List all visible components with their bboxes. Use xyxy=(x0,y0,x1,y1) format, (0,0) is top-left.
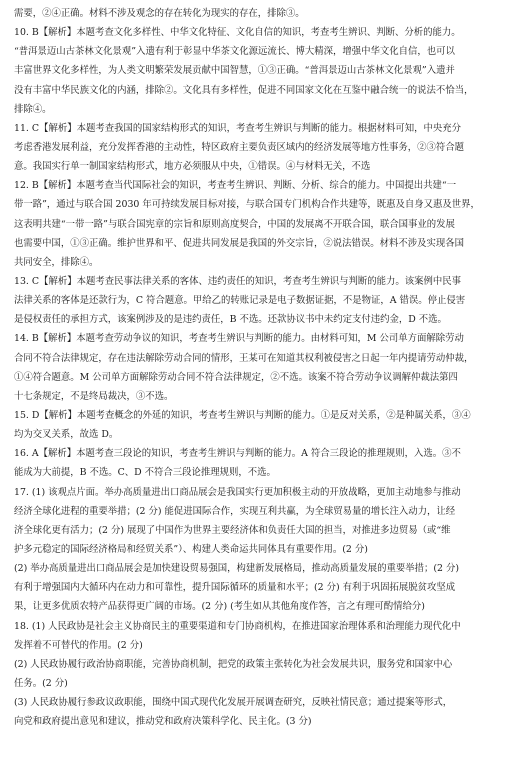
text-line: 果，让更多优质农特产品获得更广阔的市场。(2 分) (考生如从其他角度作答，言之有理可酌情给分) xyxy=(14,601,425,613)
answer-paragraph-q16 xyxy=(14,444,512,482)
text-line: 共同安全，排除④。 xyxy=(14,256,99,268)
text-line: 是侵权责任的承担方式，该案例涉及的是违约责任，B 不选。还款协议书中未约定支付违约金，D 不选。 xyxy=(14,314,447,326)
text-line: 济全球化更有活力；(2 分) 展现了中国作为世界主要经济体和负责任大国的担当，对推进多边贸易（或“维 xyxy=(14,524,451,536)
answer-paragraph-p9-tail xyxy=(14,4,512,23)
text-line: 有利于增强国内大循环内在动力和可靠性，提升国际循环的质量和水平；(2 分) 有利于巩固拓展脱贫攻坚成 xyxy=(14,582,456,594)
answer-paragraph-q12 xyxy=(14,176,512,272)
text-line: 法律关系的客体是还款行为，C 符合题意。甲给乙的转账记录是电子数据证据，不是物证，A 错误。停止侵害 xyxy=(14,295,466,307)
text-line: (2) 人民政协履行政治协商职能，完善协商机制，把党的政策主张转化为社会发展共识，服务党和国家中心 xyxy=(14,658,453,670)
answer-paragraph-q15 xyxy=(14,406,512,444)
answer-paragraph-q17 xyxy=(14,483,512,560)
answer-paragraph-q14 xyxy=(14,329,512,406)
text-line: 带一路”，通过与联合国 2030 年可持续发展目标对接，与联合国专门机构合作共建等，既惠及自身又惠及世界， xyxy=(14,199,480,211)
text-line: 这表明共建“一带一路”与联合国宪章的宗旨和原则高度契合，中国的发展离不开联合国，联合国事业的发展 xyxy=(14,218,455,230)
text-line: 能成为大前提，B 不选。C、D 不符合三段论推理规则，不选。 xyxy=(14,467,276,479)
answer-paragraph-q10 xyxy=(14,23,512,119)
text-line: 没有丰富中华民族文化的内涵，排除②。文化具有多样性，促进不同国家文化在互鉴中融合统一的说法不恰当， xyxy=(14,84,474,96)
text-line: 14. B【解析】本题考查劳动争议的知识，考查考生辨识与判断的能力。由材料可知，M 公司单方面解除劳动 xyxy=(14,333,464,345)
text-line: 护多元稳定的国际经济格局和经贸关系”）、构建人类命运共同体具有重要作用。(2 分) xyxy=(14,543,368,555)
text-line: 丰富世界文化多样性，为人类文明繁荣发展贡献中国智慧，①③正确。“普洱景迈山古茶林文化景观”入遗并 xyxy=(14,65,455,77)
answer-paragraph-q18 xyxy=(14,617,512,655)
text-line: ①④符合题意。M 公司单方面解除劳动合同不符合法律规定，②不选。该案不符合劳动争议调解仲裁法第四 xyxy=(14,371,458,383)
text-line: “普洱景迈山古茶林文化景观”入遗有利于彰显中华茶文化源远流长、博大精深，增强中华文化自信，也可以 xyxy=(14,46,455,58)
text-line: 意。我国实行单一制国家结构形式，地方必须服从中央，①错误。④与材料无关，不选 xyxy=(14,161,371,173)
answer-paragraph-q11 xyxy=(14,119,512,176)
text-line: 均为交叉关系，故选 D。 xyxy=(14,429,119,441)
answer-key-document xyxy=(14,4,512,731)
text-line: (3) 人民政协履行参政议政职能，围绕中国式现代化发展开展调查研究，反映社情民意；通过提案等形式， xyxy=(14,697,453,709)
text-line: 需要，②④正确。材料不涉及观念的存在转化为现实的存在，排除③。 xyxy=(14,8,305,19)
answer-paragraph-q18-2 xyxy=(14,655,512,693)
text-line: 13. C【解析】本题考查民事法律关系的客体、违约责任的知识，考查考生辨识与判断的能力。该案例中民事 xyxy=(14,275,461,287)
text-line: 15. D【解析】本题考查概念的外延的知识，考查考生辨识与判断的能力。①是反对关系，②是种属关系，③④ xyxy=(14,409,471,421)
text-line: 经济全球化进程的重要举措；(2 分) 能促进国际合作，实现互利共赢，为全球贸易量的增长注入动力，让经 xyxy=(14,505,456,517)
answer-paragraph-q18-3 xyxy=(14,693,512,731)
text-line: 任务。(2 分) xyxy=(14,677,68,689)
answer-paragraph-q13 xyxy=(14,272,512,329)
text-line: 向党和政府提出意见和建议，推动党和政府决策科学化、民主化。(3 分) xyxy=(14,716,312,728)
text-line: 11. C【解析】本题考查我国的国家结构形式的知识，考查考生辨识与判断的能力。根据材料可知，中央充分 xyxy=(14,122,461,134)
text-line: 12. B【解析】本题考查当代国际社会的知识，考查考生辨识、判断、分析、综合的能力。中国提出共建“一 xyxy=(14,180,457,192)
text-line: 10. B【解析】本题考查文化多样性、中华文化特征、文化自信的知识，考查考生辨识、判断、分析的能力。 xyxy=(14,27,461,39)
text-line: 17. (1) 该观点片面。举办高质量进出口商品展会是我国实行更加积极主动的开放战略，更加主动地参与推动 xyxy=(14,486,461,498)
text-line: 16. A【解析】本题考查三段论的知识，考查考生辨识与判断的能力。A 符合三段论的推理规则，入选。③不 xyxy=(14,448,461,460)
text-line: 发挥着不可替代的作用。(2 分) xyxy=(14,639,143,651)
text-line: 合同不符合法律规定，存在违法解除劳动合同的情形，王某可在知道其权利被侵害之日起一年内提请劳动仲裁， xyxy=(14,352,474,364)
text-line: 十七条规定，不是终局裁决，③不选。 xyxy=(14,390,174,402)
text-line: 排除④。 xyxy=(14,103,52,115)
text-line: (2) 举办高质量进出口商品展会是加快建设贸易强国，构建新发展格局，推动高质量发展的重要举措；(2 分) xyxy=(14,563,460,575)
text-line: 考虑香港发展利益，充分发挥香港的主动性，特区政府主要负责区域内的经济发展等地方性事务，②③符合题 xyxy=(14,141,465,153)
text-line: 也需要中国，①③正确。维护世界和平、促进共同发展是我国的外交宗旨，②说法错误。材料不涉及实现各国 xyxy=(14,237,465,249)
answer-paragraph-q17-2 xyxy=(14,559,512,616)
text-line: 18. (1) 人民政协是社会主义协商民主的重要渠道和专门协商机构，在推进国家治理体系和治理能力现代化中 xyxy=(14,620,461,632)
